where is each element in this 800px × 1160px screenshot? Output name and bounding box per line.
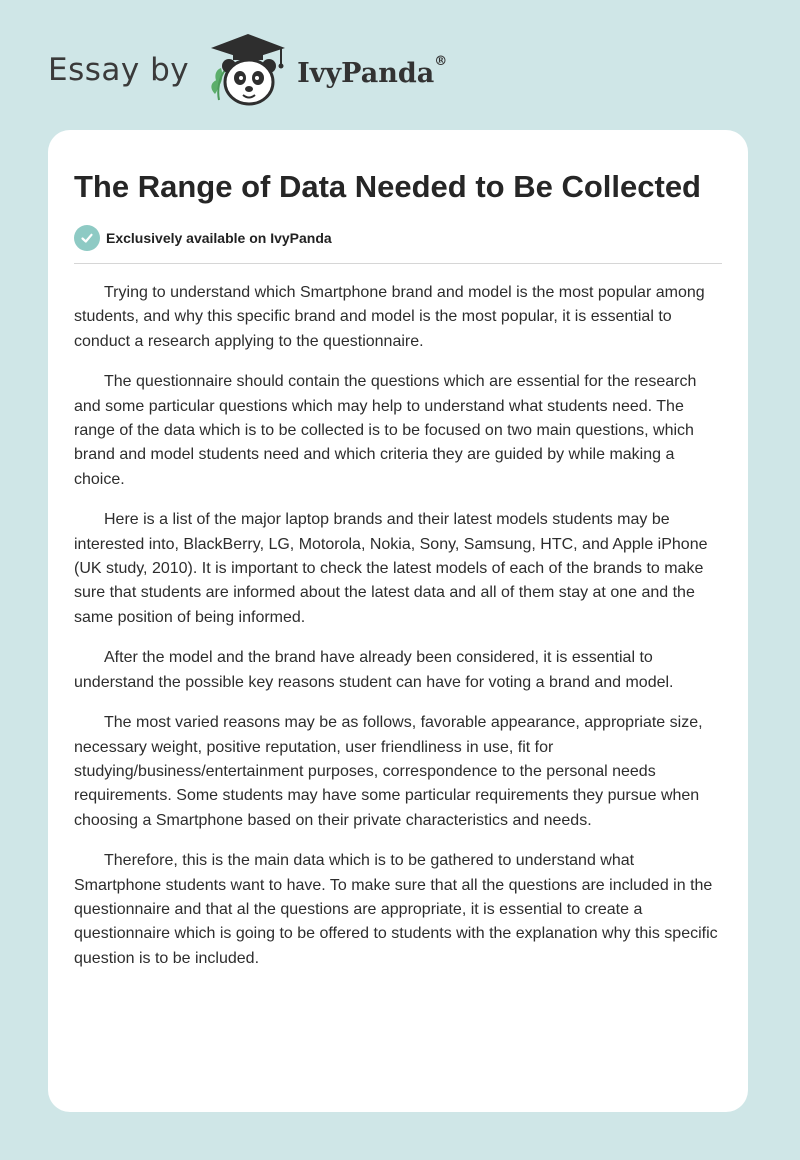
paragraph: Here is a list of the major laptop brands and their latest models students may be interested into, BlackBerry, LG, Motorola, Nokia, Sony, Samsung, HTC, and Apple iPhone (UK study, 2010). It is important to check the latest models of each of the brands to make sure that students are informed about the latest data and all of them stay at one and the same position of being informed. [74, 511, 708, 626]
article-body [74, 281, 722, 971]
exclusive-badge-label: Exclusively available on IvyPanda [106, 230, 332, 246]
site-header [48, 28, 447, 112]
article-card [48, 130, 748, 1112]
exclusive-badge [74, 225, 722, 264]
brand-name[interactable]: IvyPanda® [297, 53, 448, 89]
paragraph: Trying to understand which Smartphone brand and model is the most popular among students, and why this specific brand and model is the most popular, it is essential to conduct a research applying to the questionnaire. [74, 284, 705, 350]
panda-logo-icon[interactable] [205, 28, 291, 112]
paragraph: The questionnaire should contain the questions which are essential for the research and some particular questions which may help to understand what students need. The range of the data which is to be collected is to be focused on two main questions, which brand and model students need and which criteria they are guided by while making a choice. [74, 373, 697, 488]
paragraph: Therefore, this is the main data which is to be gathered to understand what Smartphone students want to have. To make sure that all the questions are included in the questionnaire and that al the questions are appropriate, it is essential to create a questionnaire which is going to be offered to students with the explanation why this specific question is to be included. [74, 852, 718, 967]
paragraph: After the model and the brand have already been considered, it is essential to understand the possible key reasons student can have for voting a brand and model. [74, 649, 674, 691]
checkmark-icon [74, 225, 100, 251]
page-title: The Range of Data Needed to Be Collected [74, 169, 701, 204]
essay-by-label: Essay by [48, 52, 190, 88]
paragraph: The most varied reasons may be as follows, favorable appearance, appropriate size, necessary weight, positive reputation, user friendliness in use, fit for studying/business/entertainment purposes, correspondence to the personal needs requirements. Some students may have some particular requirements they pursue when choosing a Smartphone based on their private characteristics and needs. [74, 714, 703, 829]
